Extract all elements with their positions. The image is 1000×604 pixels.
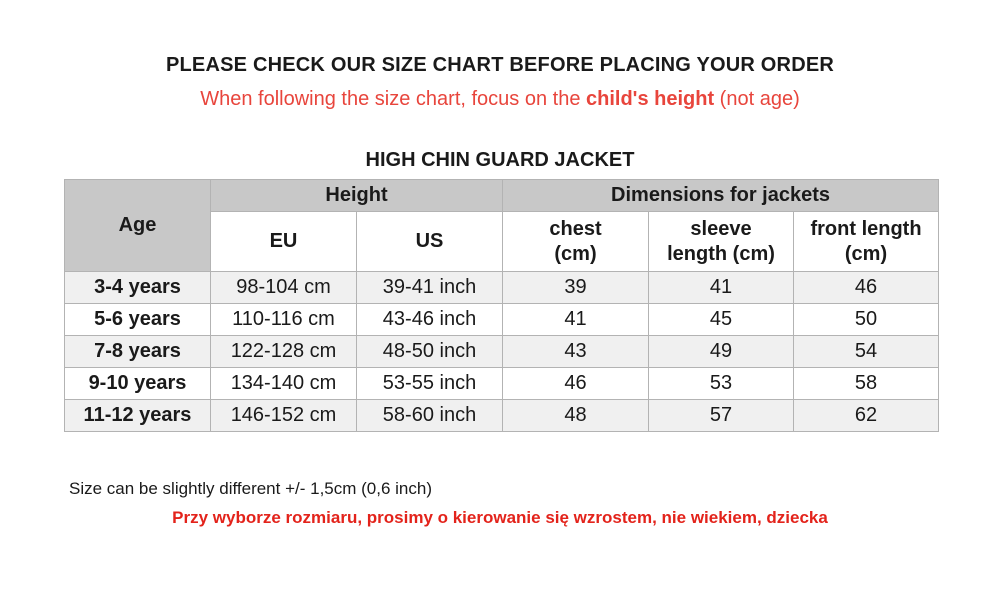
header-row-primary	[65, 180, 939, 212]
age-cell: 9-10 years	[65, 368, 211, 400]
page-heading: PLEASE CHECK OUR SIZE CHART BEFORE PLACING YOUR ORDER	[165, 54, 835, 76]
us-height-cell: 43-46 inch	[357, 304, 503, 336]
eu-height-cell: 110-116 cm	[211, 304, 357, 336]
us-height-cell: 48-50 inch	[357, 336, 503, 368]
us-height-cell: 39-41 inch	[357, 272, 503, 304]
chest-cell: 41	[503, 304, 649, 336]
eu-height-cell: 122-128 cm	[211, 336, 357, 368]
front-header-line2: (cm)	[844, 242, 888, 265]
subheading-text-after: (not age)	[714, 88, 800, 110]
age-cell: 5-6 years	[65, 304, 211, 336]
front-header-line1: front length	[810, 217, 922, 240]
us-height-cell: 58-60 inch	[357, 400, 503, 432]
sleeve-header-line1: sleeve	[690, 217, 752, 240]
table-row	[65, 368, 939, 400]
sleeve-cell: 49	[649, 336, 794, 368]
sleeve-cell: 41	[649, 272, 794, 304]
front-length-header	[794, 212, 939, 272]
front-length-cell: 54	[794, 336, 939, 368]
age-cell: 11-12 years	[65, 400, 211, 432]
age-header: Age	[65, 180, 211, 272]
front-length-cell: 50	[794, 304, 939, 336]
sleeve-cell: 53	[649, 368, 794, 400]
chest-cell: 43	[503, 336, 649, 368]
subheading-emphasis: child's height	[586, 88, 715, 110]
polish-size-note: Przy wyborze rozmiaru, prosimy o kierowanie się wzrostem, nie wiekiem, dziecka	[172, 508, 828, 527]
chest-header-line2: (cm)	[554, 242, 597, 265]
eu-height-cell: 98-104 cm	[211, 272, 357, 304]
chest-header-line1: chest	[549, 217, 602, 240]
chest-cell: 48	[503, 400, 649, 432]
age-cell: 7-8 years	[65, 336, 211, 368]
table-row	[65, 272, 939, 304]
front-length-cell: 58	[794, 368, 939, 400]
chest-cell: 46	[503, 368, 649, 400]
sleeve-cell: 45	[649, 304, 794, 336]
table-row	[65, 400, 939, 432]
front-length-cell: 62	[794, 400, 939, 432]
size-tolerance-note: Size can be slightly different +/- 1,5cm (0,6 inch)	[69, 479, 433, 498]
us-height-cell: 53-55 inch	[357, 368, 503, 400]
eu-header: EU	[211, 212, 357, 272]
eu-height-cell: 134-140 cm	[211, 368, 357, 400]
us-header: US	[357, 212, 503, 272]
size-chart-table	[64, 179, 939, 432]
dimensions-header: Dimensions for jackets	[503, 180, 939, 212]
chest-cell: 39	[503, 272, 649, 304]
chest-header	[503, 212, 649, 272]
subheading-text-before: When following the size chart, focus on the	[200, 88, 587, 110]
age-cell: 3-4 years	[65, 272, 211, 304]
table-row	[65, 304, 939, 336]
sleeve-header	[649, 212, 794, 272]
eu-height-cell: 146-152 cm	[211, 400, 357, 432]
height-header: Height	[211, 180, 503, 212]
size-advice-subheading	[0, 88, 1000, 111]
front-length-cell: 46	[794, 272, 939, 304]
table-row	[65, 336, 939, 368]
sleeve-header-line2: length (cm)	[667, 242, 775, 265]
table-title: HIGH CHIN GUARD JACKET	[365, 149, 635, 171]
sleeve-cell: 57	[649, 400, 794, 432]
